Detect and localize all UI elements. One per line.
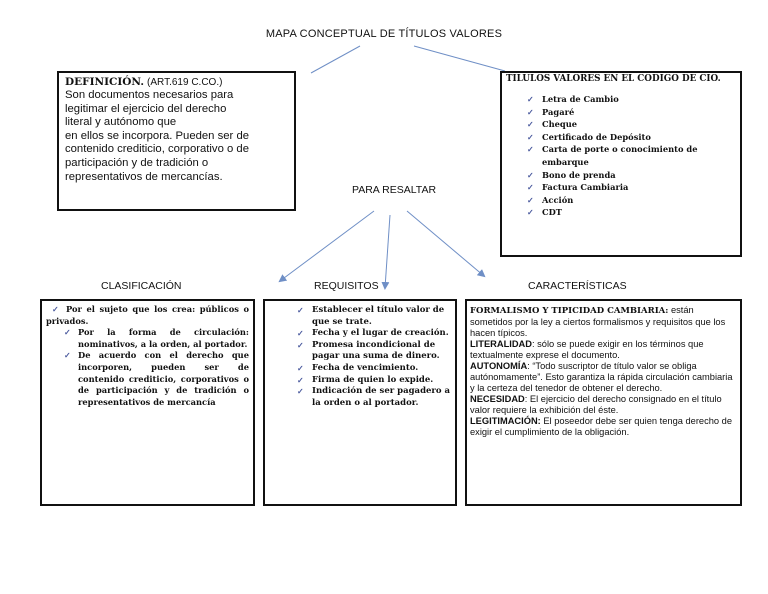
list-item: ✓ Por la forma de circulación: nominativos, a la orden, al portador. — [64, 327, 249, 349]
definicion-line: participación y de tradición o — [65, 156, 209, 169]
requisitos-box — [263, 299, 457, 506]
caracteristica-item — [470, 394, 737, 416]
caracteristica-term: FORMALISMO Y TIPICIDAD CAMBIARIA: — [470, 306, 669, 316]
check-icon: ✓ — [527, 182, 534, 193]
caracteristica-term: LEGITIMACIÓN: — [470, 416, 541, 426]
arrow-clasificacion — [280, 211, 374, 281]
titulos-heading: TILULOS VALORES EN EL CODIGO DE CIO. — [506, 74, 721, 84]
caracteristica-term: AUTONOMÍA — [470, 361, 528, 371]
connector-title-titulos — [414, 46, 505, 71]
definicion-line: Son documentos necesarios para — [65, 89, 234, 101]
titulos-box — [500, 71, 742, 257]
caracteristica-text: : “Todo suscriptor de título valor se obliga autónomamente”. Esto garantiza la rápida circulación cambiaria y la certeza del tenedor de obtener el derecho. — [470, 361, 733, 393]
list-item: ✓ Letra de Cambio — [527, 94, 619, 104]
requisitos-list — [297, 305, 451, 409]
list-item: ✓ Acción — [527, 194, 574, 205]
caracteristica-item — [470, 416, 737, 438]
connector-title-definicion — [311, 46, 360, 73]
definicion-line: representativos de mercancías. — [65, 170, 223, 183]
list-item: ✓ Indicación de ser pagadero a la orden o al portador. — [297, 386, 451, 408]
check-icon: ✓ — [297, 305, 304, 315]
caracteristica-item — [470, 305, 737, 339]
definicion-line: legitimar el ejercicio del derecho — [65, 102, 227, 115]
caracteristica-text: : sólo se puede exigir en los términos que textualmente exprese el documento. — [470, 339, 704, 360]
page-title: MAPA CONCEPTUAL DE TÍTULOS VALORES — [265, 28, 503, 40]
caracteristica-text: El poseedor debe ser quien tenga derecho de exigir el cumplimiento de la obligación. — [470, 416, 733, 437]
list-item: ✓ CDT — [527, 207, 562, 218]
list-item: ✓ Por el sujeto que los crea: públicos o privados. — [46, 304, 249, 326]
definicion-heading — [65, 76, 288, 88]
center-label: PARA RESALTAR — [352, 184, 437, 196]
list-item: ✓ Firma de quien lo expide. — [297, 374, 434, 385]
check-icon: ✓ — [297, 362, 304, 373]
clasificacion-box — [40, 299, 255, 506]
definicion-ref: (ART.619 C.CO.) — [147, 77, 223, 88]
list-item: ✓ Certificado de Depósito — [527, 131, 651, 142]
list-item: ✓ Promesa incondicional de pagar una suma de dinero. — [297, 339, 440, 362]
check-icon: ✓ — [527, 207, 534, 218]
list-item: ✓ Carta de porte o conocimiento de embarque — [527, 144, 698, 167]
definicion-title: DEFINICIÓN. — [65, 76, 144, 88]
check-icon: ✓ — [297, 386, 304, 397]
list-item: ✓ Establecer el título valor de que se trate. — [297, 305, 445, 327]
check-icon: ✓ — [527, 144, 534, 155]
check-icon: ✓ — [527, 169, 534, 180]
caracteristicas-box — [465, 299, 742, 506]
check-icon: ✓ — [52, 304, 59, 314]
caracteristica-item — [470, 361, 737, 394]
check-icon: ✓ — [297, 374, 304, 385]
list-item: ✓ Bono de prenda — [527, 169, 616, 180]
check-icon: ✓ — [297, 328, 304, 339]
definicion-line: contenido crediticio, corporativo o de — [65, 143, 249, 156]
definicion-box — [57, 71, 296, 211]
check-icon: ✓ — [527, 131, 534, 142]
caracteristica-text: están sometidos por la ley a ciertos formalismos y requisitos que los hacen típicos. — [470, 305, 726, 338]
section-label-clasificacion: CLASIFICACIÓN — [101, 280, 182, 292]
list-item: ✓ Fecha de vencimiento. — [297, 362, 419, 373]
check-icon: ✓ — [527, 94, 534, 104]
titulos-list — [527, 93, 736, 219]
section-label-requisitos: REQUISITOS — [314, 280, 379, 292]
caracteristica-item — [470, 339, 737, 361]
check-icon: ✓ — [64, 327, 71, 338]
section-label-caracteristicas: CARACTERÍSTICAS — [528, 280, 627, 292]
check-icon: ✓ — [64, 350, 71, 361]
list-item: ✓ Cheque — [527, 119, 578, 130]
arrow-requisitos — [385, 215, 390, 288]
check-icon: ✓ — [527, 194, 534, 205]
check-icon: ✓ — [297, 339, 304, 350]
list-item: ✓ Pagaré — [527, 106, 575, 117]
definicion-body — [65, 89, 288, 184]
caracteristica-term: LITERALIDAD — [470, 339, 532, 349]
list-item: ✓ De acuerdo con el derecho que incorporen, pueden ser de contenido crediticio, corporativos o de participación y de tradición o representativos de mercancía — [64, 350, 249, 407]
check-icon: ✓ — [527, 119, 534, 130]
check-icon: ✓ — [527, 106, 534, 117]
caracteristica-text: : El ejercicio del derecho consignado en el título valor requiere la exhibición del éste. — [470, 394, 722, 415]
list-item: ✓ Factura Cambiaria — [527, 182, 629, 193]
list-item: ✓ Fecha y el lugar de creación. — [297, 328, 449, 339]
definicion-line: en ellos se incorpora. Pueden ser de — [65, 129, 250, 142]
arrow-caracteristicas — [407, 211, 484, 276]
caracteristica-term: NECESIDAD — [470, 394, 525, 404]
definicion-line: literal y autónomo que — [65, 116, 177, 129]
clasificacion-list — [46, 304, 249, 408]
